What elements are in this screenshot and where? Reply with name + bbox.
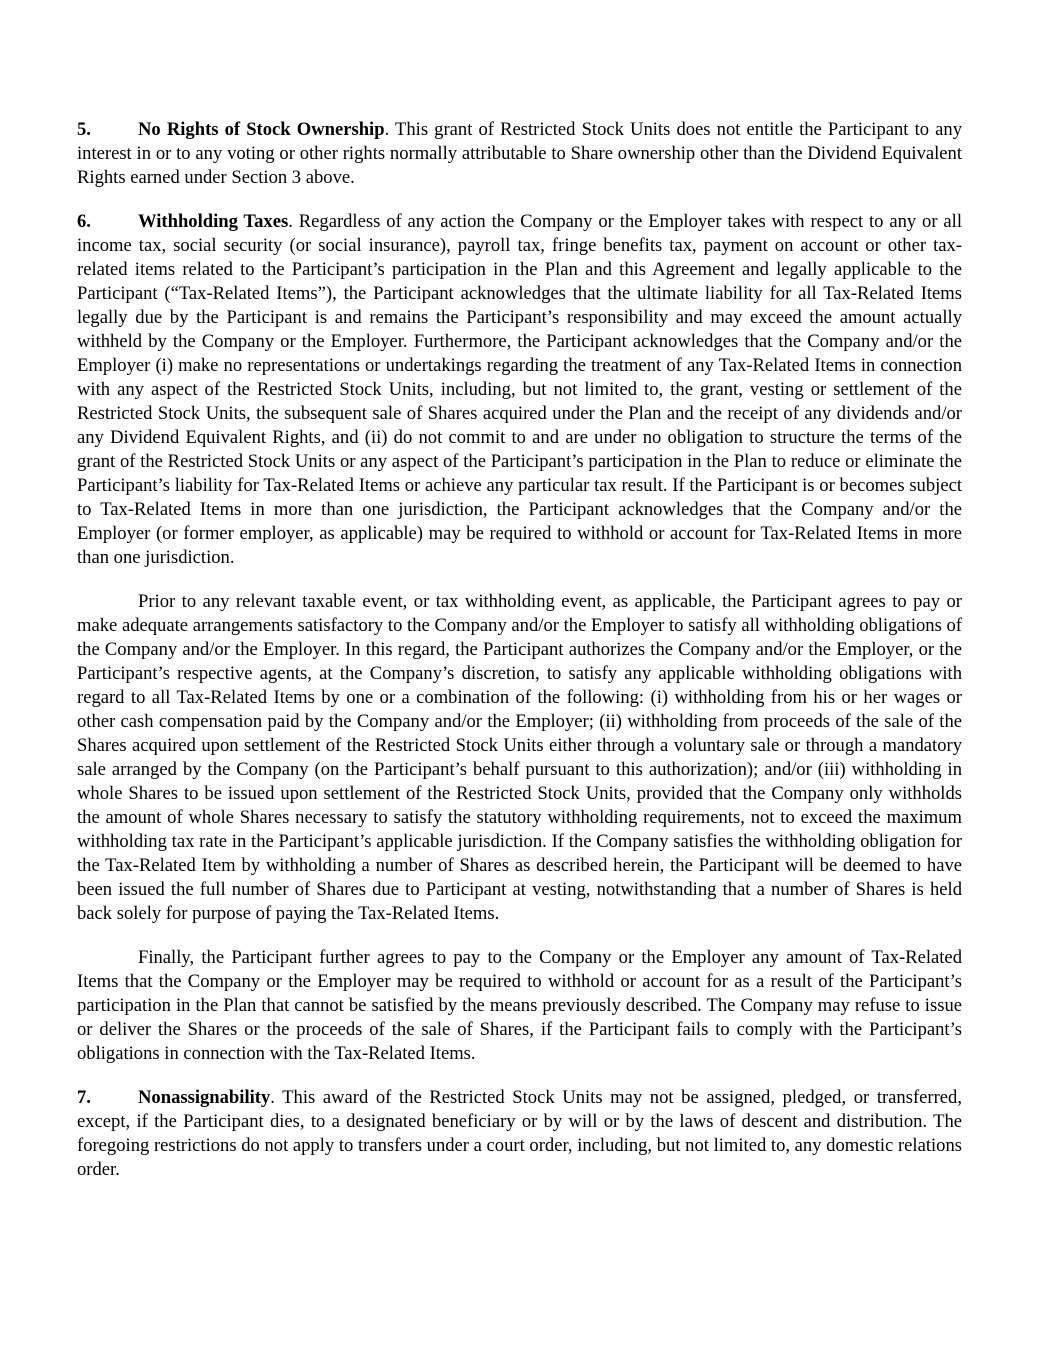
section-7 [77, 1086, 962, 1182]
section-title: Withholding Taxes [138, 211, 289, 232]
section-6-paragraph-2: Prior to any relevant taxable event, or tax withholding event, as applicable, the Participant agrees to pay or make adequate arrangements satisfactory to the Company and/or the Employer to satisfy all withholding obligations of the Company and/or the Employer. In this regard, the Participant authorizes the Company and/or the Employer, or the Participant’s respective agents, at the Company’s discretion, to satisfy any applicable withholding obligations with regard to all Tax-Related Items by one or a combination of the following: (i) withholding from his or her wages or other cash compensation paid by the Company and/or the Employer; (ii) withholding from proceeds of the sale of the Shares acquired upon settlement of the Restricted Stock Units either through a voluntary sale or through a mandatory sale arranged by the Company (on the Participant’s behalf pursuant to this authorization); and/or (iii) withholding in whole Shares to be issued upon settlement of the Restricted Stock Units, provided that the Company only withholds the amount of whole Shares necessary to satisfy the statutory withholding requirements, not to exceed the maximum withholding tax rate in the Participant’s applicable jurisdiction. If the Company satisfies the withholding obligation for the Tax-Related Item by withholding a number of Shares as described herein, the Participant will be deemed to have been issued the full number of Shares due to Participant at vesting, notwithstanding that a number of Shares is held back solely for purpose of paying the Tax-Related Items. [77, 591, 962, 924]
section-5 [77, 118, 962, 190]
section-title: Nonassignability [138, 1087, 271, 1108]
section-body: . This grant of Restricted Stock Units does not entitle the Participant to any interest in or to any voting or other rights normally attributable to Share ownership other than the Dividend Equivalent Rights earned under Section 3 above. [77, 119, 963, 188]
section-body: . Regardless of any action the Company or the Employer takes with respect to any or all income tax, social security (or social insurance), payroll tax, fringe benefits tax, payment on account or other tax-related items related to the Participant’s participation in the Plan and this Agreement and legally applicable to the Participant (“Tax-Related Items”), the Participant acknowledges that the ultimate liability for all Tax-Related Items legally due by the Participant is and remains the Participant’s responsibility and may exceed the amount actually withheld by the Company or the Employer. Furthermore, the Participant acknowledges that the Company and/or the Employer (i) make no representations or undertakings regarding the treatment of any Tax-Related Items in connection with any aspect of the Restricted Stock Units, including, but not limited to, the grant, vesting or settlement of the Restricted Stock Units, the subsequent sale of Shares acquired under the Plan and the receipt of any dividends and/or any Dividend Equivalent Rights, and (ii) do not commit to and are under no obligation to structure the terms of the grant of the Restricted Stock Units or any aspect of the Participant’s participation in the Plan to reduce or eliminate the Participant’s liability for Tax-Related Items or achieve any particular tax result. If the Participant is or becomes subject to Tax-Related Items in more than one jurisdiction, the Participant acknowledges that the Company and/or the Employer (or former employer, as applicable) may be required to withhold or account for Tax-Related Items in more than one jurisdiction. [77, 211, 962, 568]
document-body [77, 118, 962, 1202]
section-number: 6. [77, 211, 91, 232]
section-6-paragraph-3: Finally, the Participant further agrees to pay to the Company or the Employer any amount of Tax-Related Items that the Company or the Employer may be required to withhold or account for as a result of the Participant’s participation in the Plan that cannot be satisfied by the means previously described. The Company may refuse to issue or deliver the Shares or the proceeds of the sale of Shares, if the Participant fails to comply with the Participant’s obligations in connection with the Tax-Related Items. [77, 947, 962, 1064]
section-body: . This award of the Restricted Stock Units may not be assigned, pledged, or transferred, except, if the Participant dies, to a designated beneficiary or by will or by the laws of descent and distribution. The foregoing restrictions do not apply to transfers under a court order, including, but not limited to, any domestic relations order. [77, 1087, 962, 1180]
section-number: 7. [77, 1087, 91, 1108]
section-title: No Rights of Stock Ownership [138, 119, 385, 140]
section-6 [77, 210, 962, 570]
section-number: 5. [77, 119, 91, 140]
